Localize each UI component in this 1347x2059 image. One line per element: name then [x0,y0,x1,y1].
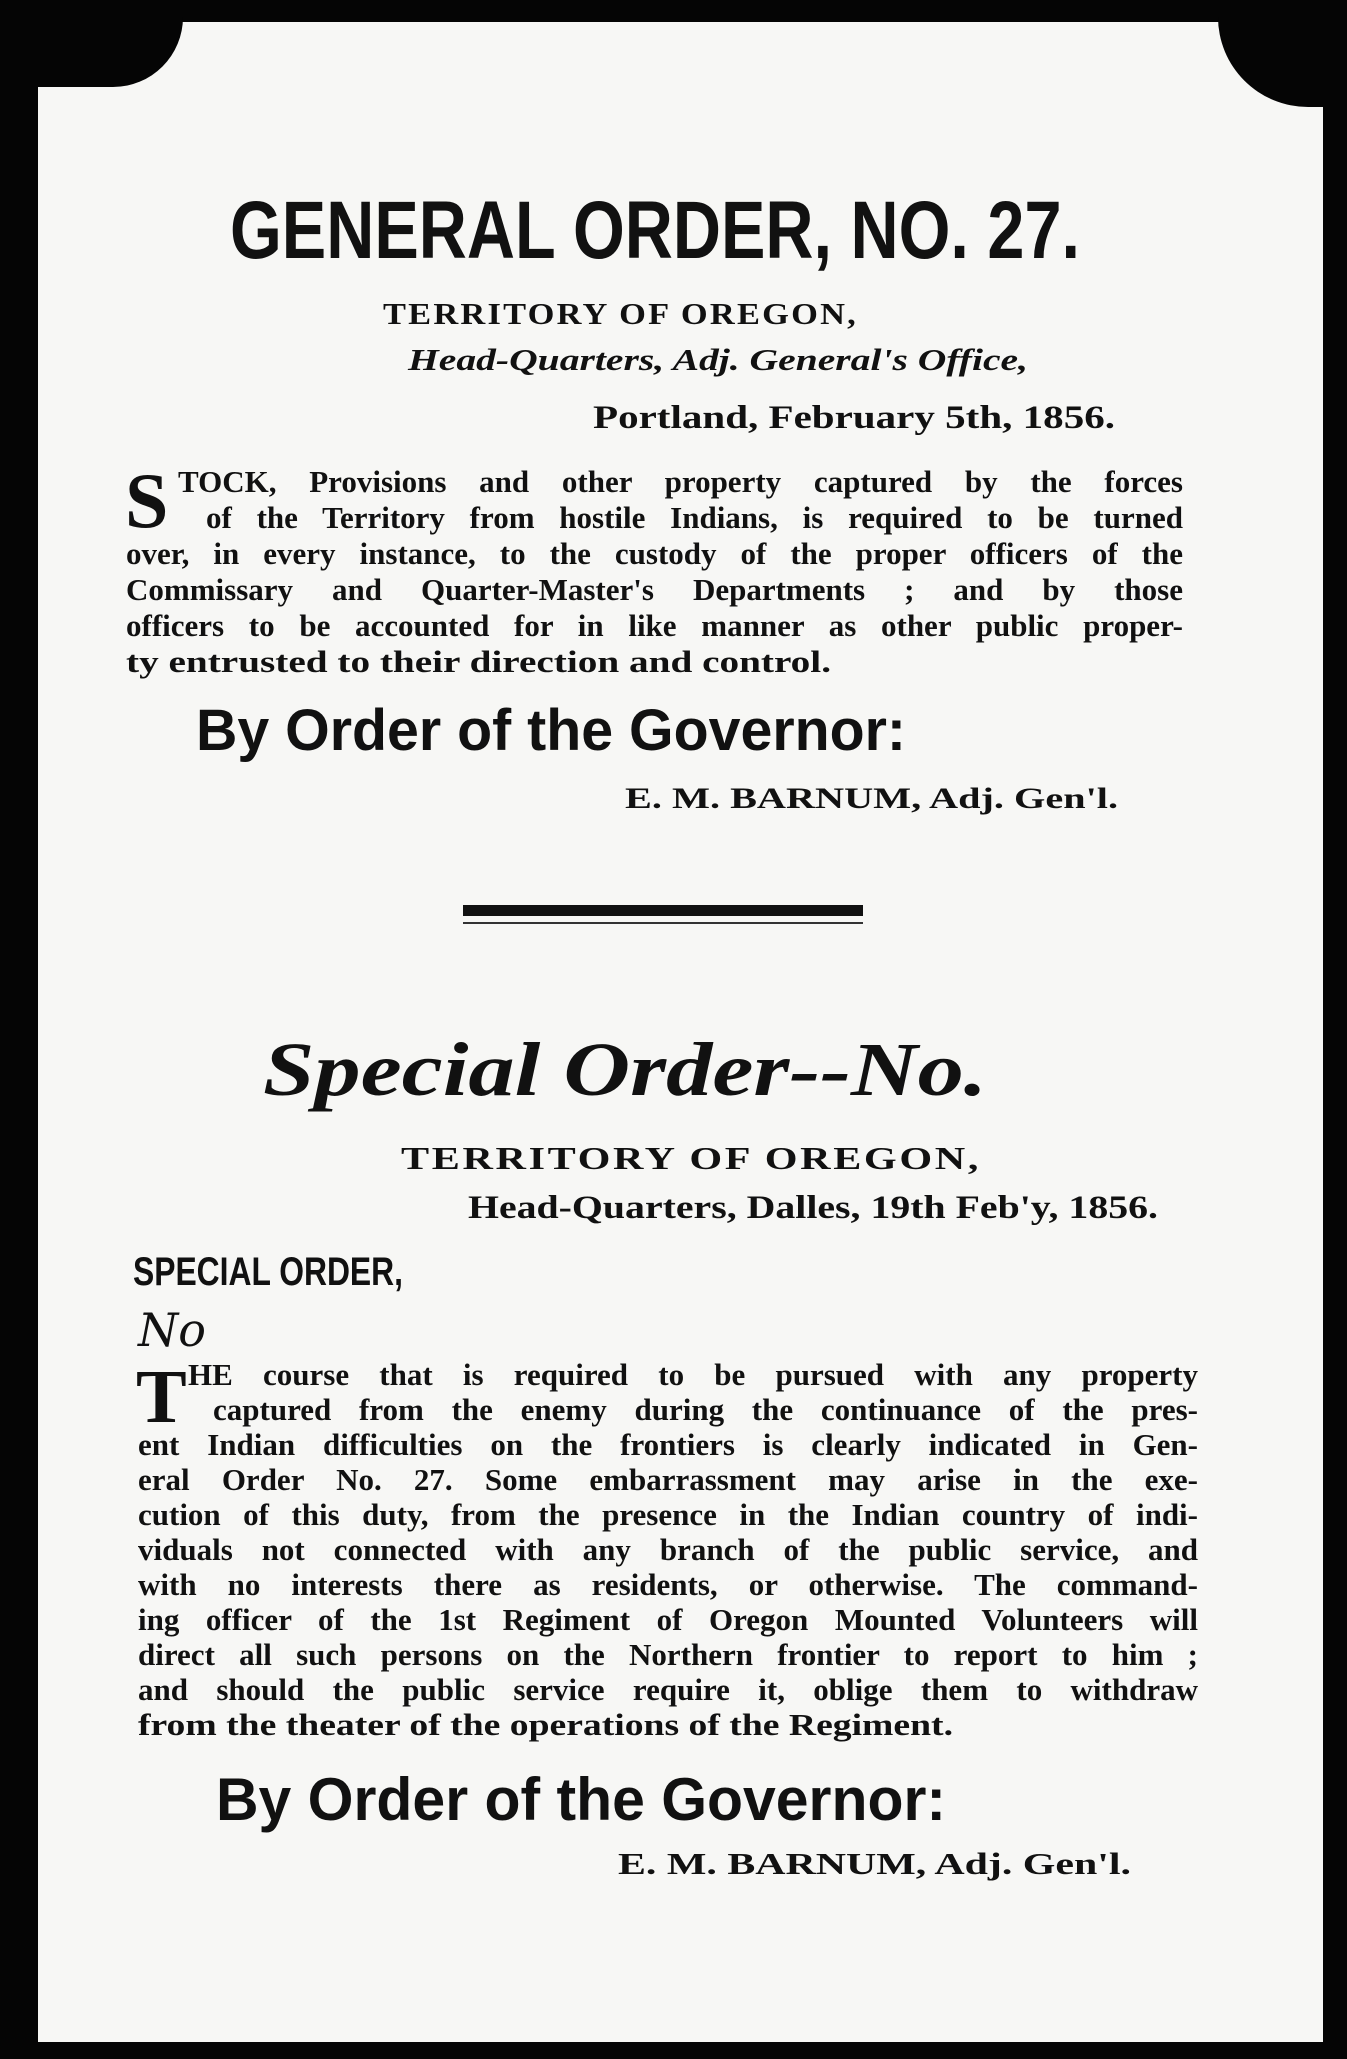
body-line: from the theater of the operations of the Regiment. [138,1707,953,1742]
special-order-title: Special Order--No. [263,1028,987,1112]
body-line: over, in every instance, to the custody of the proper officers of the [126,536,1183,571]
general-order-drop-cap: S [125,457,169,544]
general-order-place-date: Portland, February 5th, 1856. [593,400,1115,436]
body-line: and should the public service require it, oblige them to withdraw [138,1672,1198,1707]
body-line: direct all such persons on the Northern frontier to report to him ; [138,1637,1198,1672]
special-order-heading: SPECIAL ORDER, [133,1250,403,1294]
special-order-territory: TERRITORY OF OREGON, [401,1140,981,1176]
torn-corner-top-right [1218,17,1328,107]
general-order-territory: TERRITORY OF OREGON, [383,296,858,331]
body-line: with no interests there as residents, or otherwise. The command- [138,1567,1198,1602]
general-order-by-order: By Order of the Governor: [196,698,906,763]
body-line: HE course that is required to be pursued with any property [188,1357,1198,1392]
body-line: ty entrusted to their direction and control. [126,644,831,679]
special-order-signature: E. M. BARNUM, Adj. Gen'l. [618,1846,1131,1881]
body-line: cution of this duty, from the presence in the Indian country of indi- [138,1497,1198,1532]
torn-corner-top-left [33,17,183,87]
body-line: of the Territory from hostile Indians, is required to be turned [206,500,1183,535]
special-order-place-date: Head-Quarters, Dalles, 19th Feb'y, 1856. [468,1190,1158,1226]
general-order-title: GENERAL ORDER, NO. 27. [230,185,1080,276]
body-line: Commissary and Quarter-Master's Departments ; and by those [126,572,1183,607]
divider-rule-thin [463,922,863,924]
special-order-number-label: No [138,1303,206,1357]
special-order-by-order: By Order of the Governor: [216,1766,946,1833]
body-line: ing officer of the 1st Regiment of Oregon Mounted Volunteers will [138,1602,1198,1637]
divider-rule [463,905,863,916]
body-line: TOCK, Provisions and other property captured by the forces [178,464,1183,499]
body-line: ent Indian difficulties on the frontiers is clearly indicated in Gen- [138,1427,1198,1462]
body-line: captured from the enemy during the continuance of the pres- [213,1392,1198,1427]
broadside-page [38,22,1323,2042]
body-line: officers to be accounted for in like manner as other public proper- [126,608,1183,643]
body-line: eral Order No. 27. Some embarrassment may arise in the exe- [138,1462,1198,1497]
general-order-office: Head-Quarters, Adj. General's Office, [408,342,1028,377]
body-line: viduals not connected with any branch of the public service, and [138,1532,1198,1567]
general-order-signature: E. M. BARNUM, Adj. Gen'l. [625,782,1118,815]
special-order-drop-cap: T [136,1355,187,1439]
